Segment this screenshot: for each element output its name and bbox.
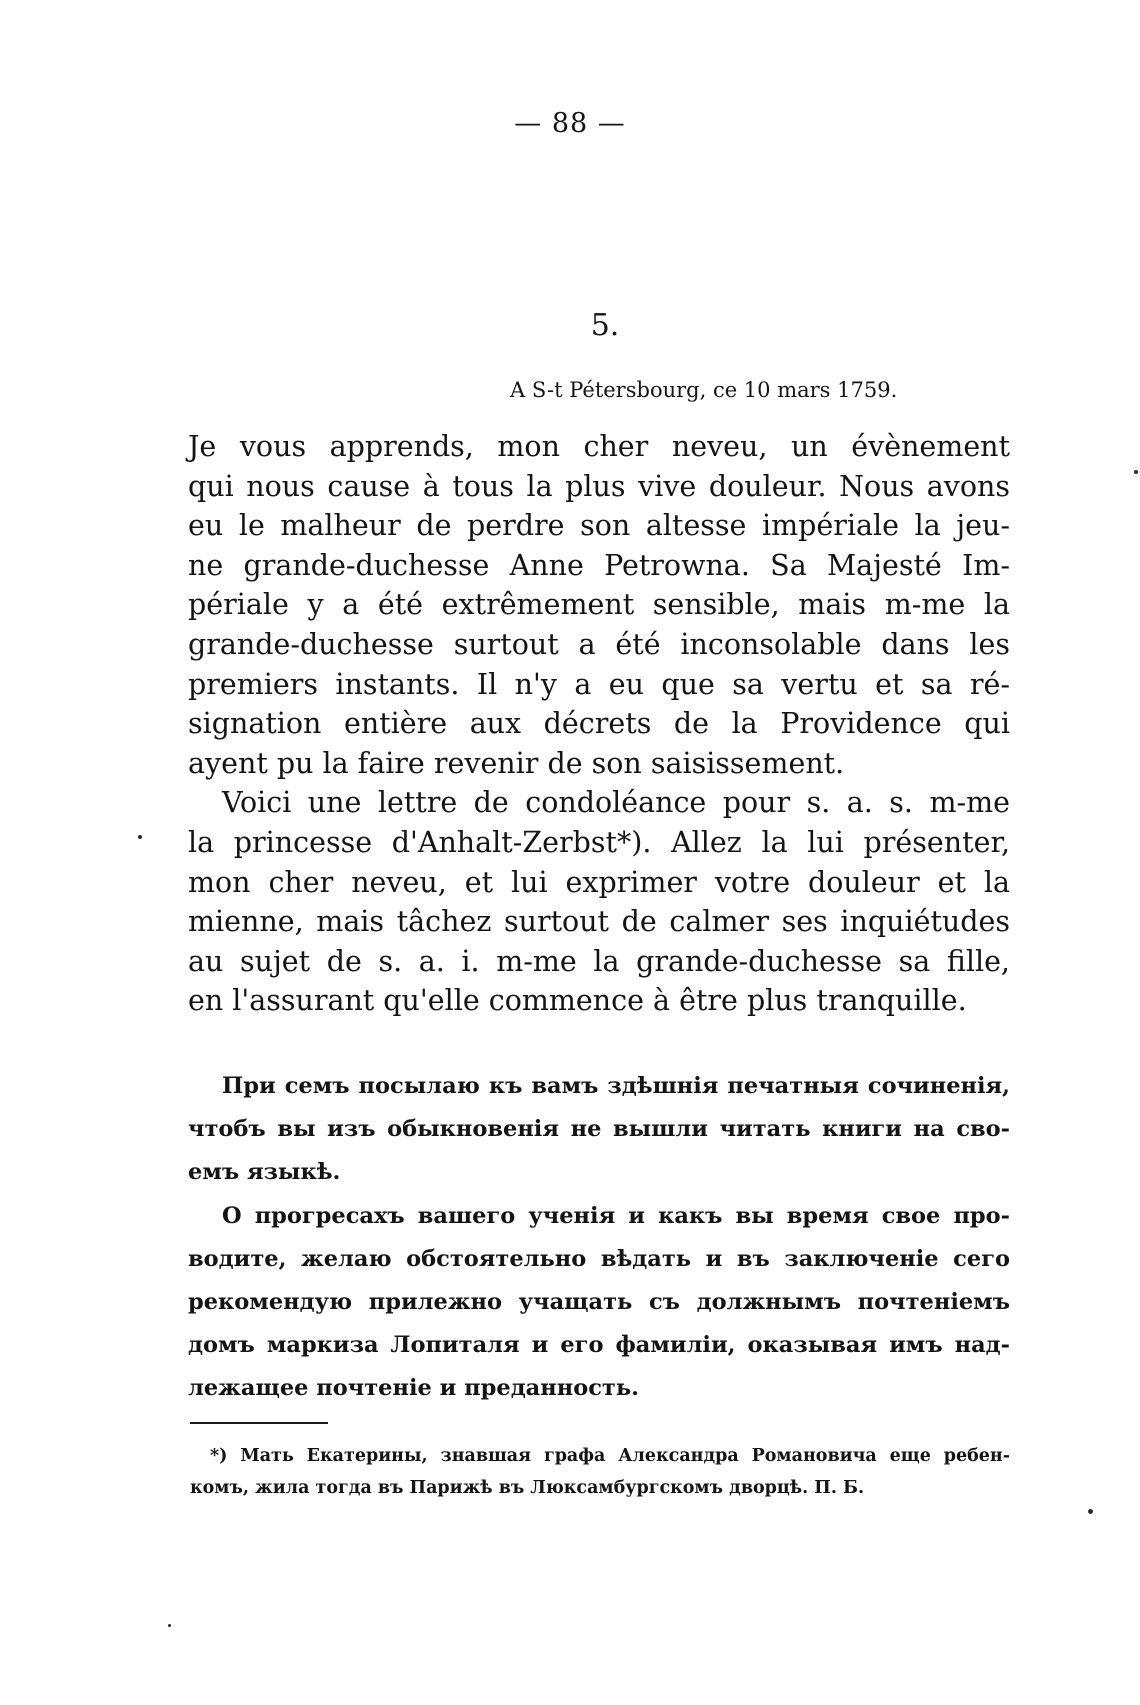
text-line: en l'assurant qu'elle commence à être plus tranquille. (188, 984, 967, 1018)
text-line: При семъ посылаю къ вамъ здѣшнія печатныя сочиненія, (222, 1073, 1010, 1099)
text-line: périale y a été extrêmement sensible, mais m-me la (188, 588, 1010, 622)
text-line: О прогресахъ вашего ученія и какъ вы время свое про- (222, 1203, 1010, 1229)
page-number: — 88 — (514, 108, 626, 139)
letter-dateline: A S-t Pétersbourg, ce 10 mars 1759. (510, 378, 898, 402)
text-line: ayent pu la faire revenir de son saisissement. (188, 746, 845, 780)
text-line: Je vous apprends, mon cher neveu, un évènement (188, 430, 1010, 463)
text-line: au sujet de s. a. i. m-me la grande-duchesse sa fille, (188, 944, 1010, 978)
text-line: рекомендую прилежно учащать съ должнымъ почтеніемъ (188, 1289, 1010, 1315)
text-line: лежащее почтеніе и преданность. (188, 1375, 639, 1401)
text-line: емъ языкѣ. (188, 1159, 341, 1185)
text-line: grande-duchesse surtout a été inconsolable dans les (188, 627, 1010, 661)
text-line: домъ маркиза Лопиталя и его фамиліи, оказывая имъ над- (188, 1332, 1010, 1358)
footnote-line: комъ, жила тогда въ Парижѣ въ Люксамбургскомъ дворцѣ. П. Б. (190, 1478, 865, 1498)
text-line: Voici une lettre de condoléance pour s. a. s. m-me (222, 786, 1010, 820)
russian-postscript-paragraph-2 (188, 1195, 1010, 1410)
letter-number: 5. (590, 308, 620, 343)
text-line: ne grande-duchesse Anne Petrowna. Sa Majesté Im- (188, 548, 1010, 582)
text-line: mon cher neveu, et lui exprimer votre douleur et la (188, 865, 1010, 899)
text-line: eu le malheur de perdre son altesse impériale la jeu- (188, 509, 1010, 543)
text-line: qui nous cause à tous la plus vive douleur. Nous avons (188, 469, 1010, 503)
footnote-divider (190, 1422, 328, 1424)
text-line: mienne, mais tâchez surtout de calmer ses inquiétudes (188, 905, 1010, 939)
scan-speck (168, 1624, 171, 1627)
russian-postscript-paragraph-1 (188, 1065, 1010, 1194)
text-line: premiers instants. Il n'y a eu que sa vertu et sa ré- (188, 667, 1010, 701)
text-line: signation entière aux décrets de la Providence qui (188, 707, 1010, 741)
scan-speck (138, 835, 142, 839)
scan-speck (1134, 470, 1138, 474)
scan-speck (1088, 1509, 1093, 1514)
footnote (190, 1440, 1010, 1504)
text-line: чтобъ вы изъ обыкновенія не вышли читать книги на сво- (188, 1116, 1010, 1142)
text-line: la princesse d'Anhalt-Zerbst*). Allez la lui présenter, (188, 825, 1010, 859)
french-letter-body (188, 427, 1010, 1021)
footnote-line: *) Мать Екатерины, знавшая графа Александра Романовича еще ребен- (210, 1446, 1010, 1466)
text-line: водите, желаю обстоятельно вѣдать и въ заключеніе сего (188, 1246, 1010, 1272)
